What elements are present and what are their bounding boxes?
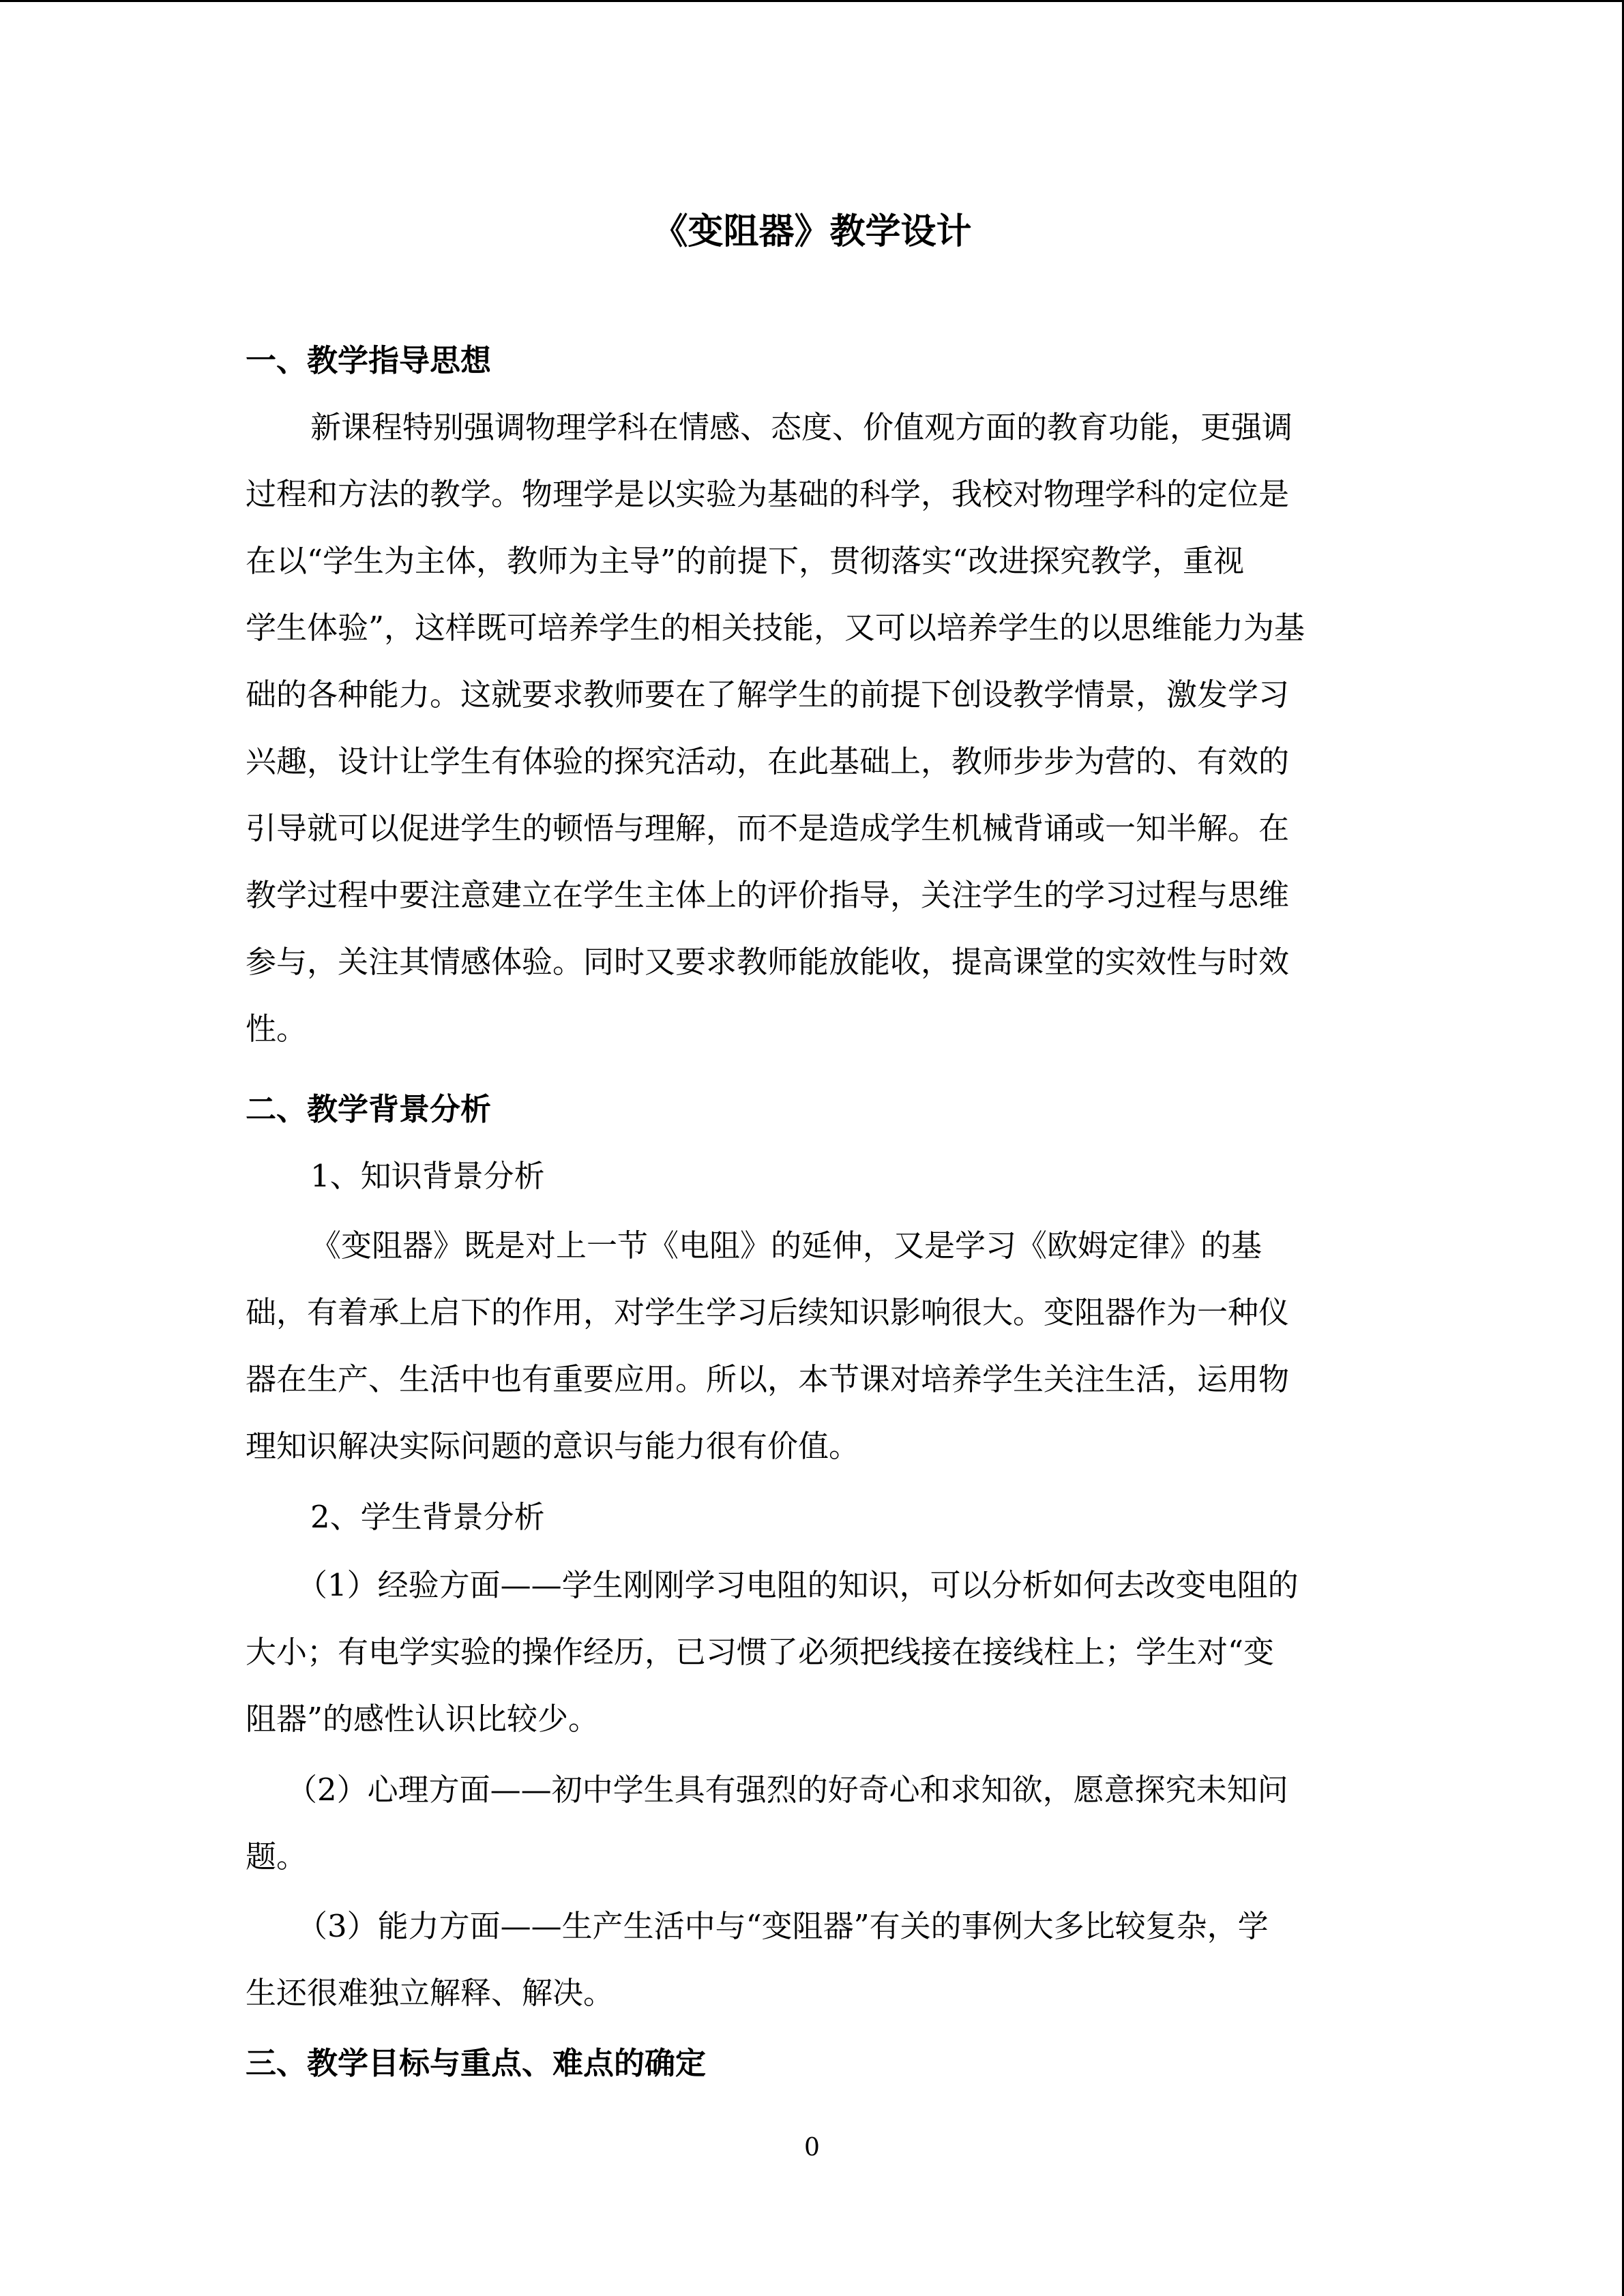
paragraph-line: 新课程特别强调物理学科在情感、态度、价值观方面的教育功能，更强调 (310, 409, 1293, 445)
paragraph-line: 础的各种能力。这就要求教师要在了解学生的前提下创设教学情景，激发学习 (246, 676, 1290, 713)
section-heading-objectives: 三、教学目标与重点、难点的确定 (246, 2045, 707, 2081)
document-title: 《变阻器》教学设计 (652, 211, 972, 252)
paragraph-line: 性。 (246, 1011, 308, 1047)
paragraph-line: 《变阻器》既是对上一节《电阻》的延伸，又是学习《欧姆定律》的基 (310, 1227, 1263, 1264)
section-heading-guiding-philosophy: 一、教学指导思想 (246, 342, 492, 378)
paragraph-line: 器在生产、生活中也有重要应用。所以，本节课对培养学生关注生活，运用物 (246, 1361, 1290, 1397)
subsection-heading-student-background: 2、学生背景分析 (310, 1499, 545, 1535)
paragraph-line: 生还很难独立解释、解决。 (246, 1975, 615, 2011)
subsection-heading-knowledge-background: 1、知识背景分析 (310, 1158, 545, 1194)
paragraph-line: 兴趣，设计让学生有体验的探究活动，在此基础上，教师步步为营的、有效的 (246, 743, 1290, 779)
paragraph-line: 础，有着承上启下的作用，对学生学习后续知识影响很大。变阻器作为一种仪 (246, 1294, 1290, 1330)
paragraph-line: 引导就可以促进学生的顿悟与理解，而不是造成学生机械背诵或一知半解。在 (246, 810, 1290, 846)
paragraph-line: 理知识解决实际问题的意识与能力很有价值。 (246, 1428, 860, 1464)
page-number: 0 (804, 2134, 820, 2162)
paragraph-line: （1）经验方面——学生刚刚学习电阻的知识，可以分析如何去改变电阻的 (297, 1567, 1299, 1603)
paragraph-line: 大小；有电学实验的操作经历，已习惯了必须把线接在接线柱上；学生对“变 (246, 1634, 1275, 1670)
paragraph-line: 在以“学生为主体，教师为主导”的前提下，贯彻落实“改进探究教学，重视 (246, 543, 1245, 579)
paragraph-line: 阻器”的感性认识比较少。 (246, 1701, 600, 1737)
paragraph-line: 过程和方法的教学。物理学是以实验为基础的科学，我校对物理学科的定位是 (246, 476, 1290, 512)
section-heading-background-analysis: 二、教学背景分析 (246, 1091, 492, 1127)
paragraph-line: 学生体验”，这样既可培养学生的相关技能，又可以培养学生的以思维能力为基 (246, 610, 1305, 646)
paragraph-line: 教学过程中要注意建立在学生主体上的评价指导，关注学生的学习过程与思维 (246, 877, 1290, 913)
page-top-border (0, 0, 1624, 2)
paragraph-line: 参与，关注其情感体验。同时又要求教师能放能收，提高课堂的实效性与时效 (246, 944, 1290, 980)
paragraph-line: （3）能力方面——生产生活中与“变阻器”有关的事例大多比较复杂，学 (297, 1908, 1269, 1944)
paragraph-line: （2）心理方面——初中学生具有强烈的好奇心和求知欲，愿意探究未知问 (286, 1772, 1288, 1808)
paragraph-line: 题。 (246, 1838, 308, 1875)
